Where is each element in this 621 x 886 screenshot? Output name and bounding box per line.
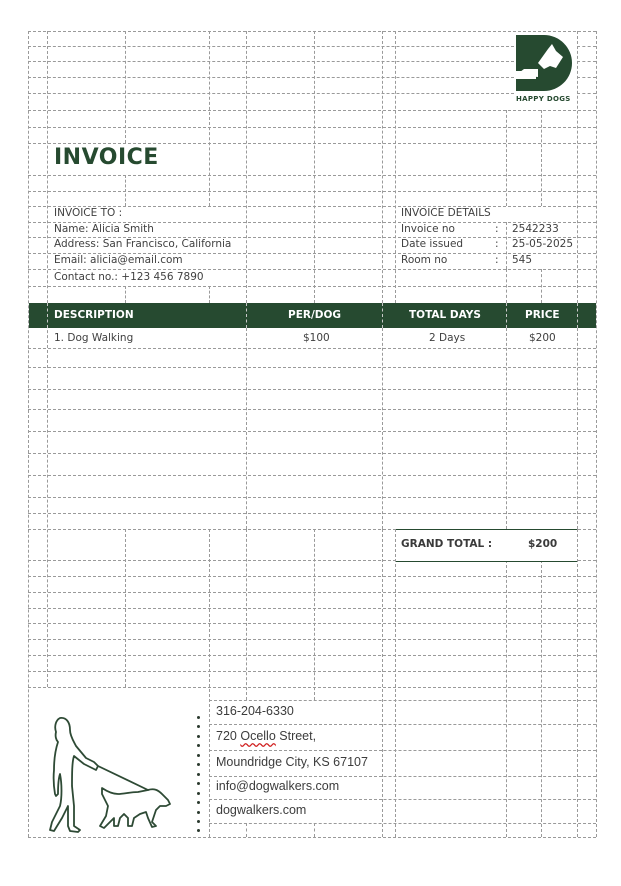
address-street-suffix: Street, [275,729,317,743]
address-number: 720 [216,729,241,743]
room-no-value: 545 [512,254,533,266]
grand-total-label: GRAND TOTAL : [401,538,493,550]
row-description: 1. Dog Walking [54,332,134,344]
woman-walking-dog-icon [46,714,176,834]
row-price: $200 [529,332,556,344]
date-issued-label: Date issued [401,238,464,250]
date-issued-value: 25-05-2025 [512,238,574,250]
grand-total-value: $200 [528,538,558,550]
room-no-sep: : [495,254,499,266]
dog-d-logo-icon [514,33,574,93]
invoice-to-heading: INVOICE TO : [54,207,123,219]
footer-email: info@dogwalkers.com [216,779,340,793]
page-title: INVOICE [54,145,159,170]
col-per-dog: PER/DOG [288,309,342,321]
date-issued-sep: : [495,238,499,250]
footer-address-line2: Moundridge City, KS 67107 [216,755,368,769]
invoice-no-value: 2542233 [512,223,559,235]
footer-address-line1 [216,729,316,743]
row-total-days: 2 Days [429,332,466,344]
row-per-dog: $100 [303,332,330,344]
address-street-name: Ocello [240,729,276,743]
invoice-details-heading: INVOICE DETAILS [401,207,491,219]
customer-email: Email: alicia@email.com [54,254,183,266]
col-total-days: TOTAL DAYS [409,309,481,321]
brand-logo [514,33,574,108]
invoice-no-label: Invoice no [401,223,455,235]
invoice-no-sep: : [495,223,499,235]
customer-contact: Contact no.: +123 456 7890 [54,271,204,283]
customer-address: Address: San Francisco, California [54,238,232,250]
footer-website: dogwalkers.com [216,803,307,817]
footer-phone: 316-204-6330 [216,704,294,718]
brand-name: HAPPY DOGS [516,95,571,103]
room-no-label: Room no [401,254,448,266]
col-description: DESCRIPTION [54,309,134,321]
customer-name: Name: Alicia Smith [54,223,154,235]
col-price: PRICE [525,309,560,321]
